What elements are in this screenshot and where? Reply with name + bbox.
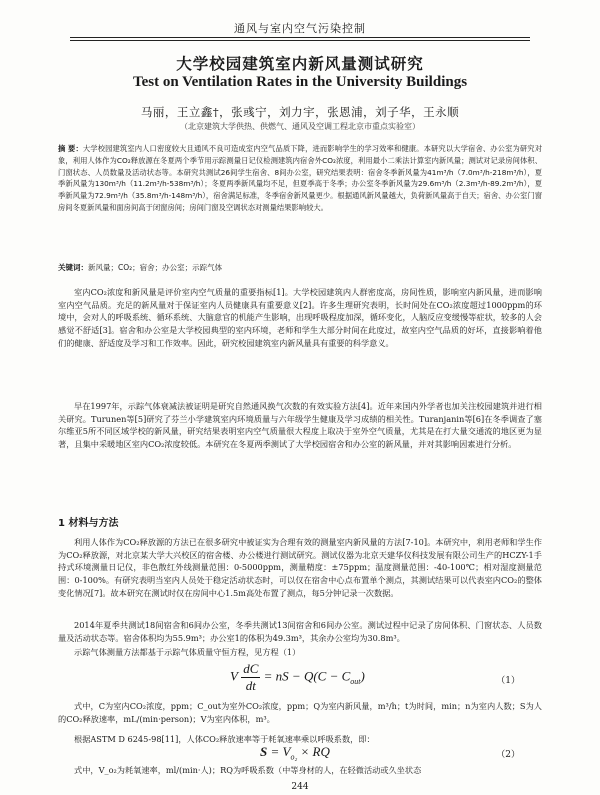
header-rule-thin [70,40,530,41]
methods-paragraph-4: 根据ASTM D 6245-98[11]，人体CO₂释放速率等于耗氧速率乘以呼吸系数，即： [74,734,375,744]
equation-2-body: $S = V_{o_2}$ × RQ [260,744,330,762]
equation-1-number: （1） [496,676,520,686]
equation-2-number: （2） [496,750,520,760]
running-head: 通风与室内空气污染控制 [234,22,366,35]
author-list: 马丽，王立鑫†，张彧宁，刘力宇，张恩浦，刘子华，王永顺 [140,105,460,119]
section-heading-materials-methods: 1 材料与方法 [58,518,119,529]
equation-1-body: V $\frac{dC}{dt}$ = nS − $Q(C - C_{out})$ [230,661,365,693]
methods-paragraph-2: 2014年夏季共测试18间宿舍和6间办公室，冬季共测试13间宿舍和6间办公室。测试过程中记录了房间体积、门窗状态、人员数量及活动状态等。宿舍体积均为55.9m³；办公室1的体积为49.3m³，其余办公室均为30.8m³。 [58,620,542,643]
header-rule-thick [70,37,530,38]
intro-paragraph-1: 室内CO₂浓度和新风量是评价室内空气质量的重要指标[1]。大学校园建筑内人群密度高，房间性质，影响室内新风量，进而影响室内空气品质。充足的新风量对于保证室内人员健康具有重要意义[2]。许多生理研究表明，长时间处在CO₂浓度超过1000ppm的环境中，会对人的呼吸系统、循环系统、大脑意官的机能产生影响，出现呼吸程度加深，循环变化，人脑反应变缓慢等症状，较多的人会感觉不舒适[3]。宿舍和办公室是大学校园典型的室内环境，老师和学生大部分时间在此度过，故室内空气品质的好坏，直接影响着他们的健康、舒适度及学习和工作效率。因此，研究校园建筑室内新风量具有重要的科学意义。 [58,287,542,348]
equation-2 [0,744,600,764]
methods-paragraph-1: 利用人体作为CO₂释放源的方法已在很多研究中被证实为合理有效的测量室内新风量的方法[7-10]。本研究中，利用老师和学生作为CO₂释放源，对北京某大学大兴校区的宿舍楼、办公楼进行测试研究。测试仪器为北京天建华仪科技发展有限公司生产的HCZY-1手持式环境测量日记仪，非色散红外线测量范围：0-5000ppm，测量精度：±75ppm；温度测量范围：-40-100℃；相对湿度测量范围：0-100%。有研究表明当室内人员处于稳定活动状态时，可以仅在宿舍中心点布置单个测点，其测试结果可以代表室内CO₂的整体变化情况[7]。故本研究在测试时仅在房间中心1.5m高处布置了测点，每5分钟记录一次数据。 [58,537,542,598]
keywords-label: 关键词： [58,263,88,272]
intro-paragraph-2: 早在1997年，示踪气体衰减法被证明是研究自然通风换气次数的有效实验方法[4]。近年来国内外学者也加关注校园建筑并进行相关研究。Turunen等[5]研究了芬兰小学建筑室内环境质量与六年级学生健康及学习成绩的相关性。Turanjanin等[6]在冬季调查了塞尔维亚5所不同区域学校的新风量，研究结果表明室内空气质量很大程度上取决于室外空气质量，尤其是在打大量交通流的地区更为显著，且集中采暖地区室内CO₂浓度较低。本研究在冬夏两季测试了大学校园宿舍和办公室的新风量，并对其影响因素进行分析。 [58,401,542,450]
methods-paragraph-3: 示踪气体测量方法都基于示踪气体质量守恒方程，见方程（1） [74,647,301,657]
equation-2-definitions: 式中，V_o₂为耗氧速率，ml/(min·人)；RQ为呼吸系数（中等身材的人，在轻微活动或久坐状态 [74,765,422,775]
keywords [58,262,542,273]
abstract-text: 大学校园建筑室内人口密度较大且通风不良可造成室内空气品质下降，进而影响学生的学习效率和健康。本研究以大学宿舍、办公室为研究对象，利用人体作为CO₂释放源在冬夏两个季节用示踪测量日记仪检测建筑内宿舍外CO₂浓度，利用最小二乘法计算室内新风量；测试对记录房间体积、门窗状态、人员数量及活动状态等。本研究共测试26间学生宿舍、8间办公室，研究结果表明：宿舍冬季新风量为41m³/h（7.0m³/h-218m³/h），夏季新风量为130m³/h（11.2m³/h-538m³/h）；冬夏两季新风量均不足，但夏季高于冬季；办公室冬季新风量为29.6m³/h（2.3m³/h-89.2m³/h），夏季新风量为72.9m³/h（35.8m³/h-148m³/h），宿舍满足标准，冬季宿舍新风量更少。根据通风新风量越大，负荷新风量高于自天；宿舍、办公室门窗房间冬夏新风量和面房间高于闭窗房间；房间门窗及空调状态对测量结果影响较大。 [58,144,542,212]
keywords-text: 新风量；CO₂；宿舍；办公室；示踪气体 [88,263,223,272]
equation-1 [0,661,600,695]
title-chinese: 大学校园建筑室内新风量测试研究 [176,55,424,73]
abstract-label: 摘 要： [58,144,83,153]
page-number: 244 [291,782,309,792]
title-english: Test on Ventilation Rates in the University Buildings [132,74,468,90]
abstract [58,143,542,214]
equation-1-definitions: 式中，C为室内CO₂浓度，ppm；C_out为室外CO₂浓度，ppm；Q为室内新风量，m³/h；t为时间，min；n为室内人数；S为人的CO₂释放速率，mL/(min·person)；V为室内体积，m³。 [58,701,542,724]
affiliation: （北京建筑大学供热、供燃气、通风及空调工程北京市重点实验室） [180,122,420,131]
